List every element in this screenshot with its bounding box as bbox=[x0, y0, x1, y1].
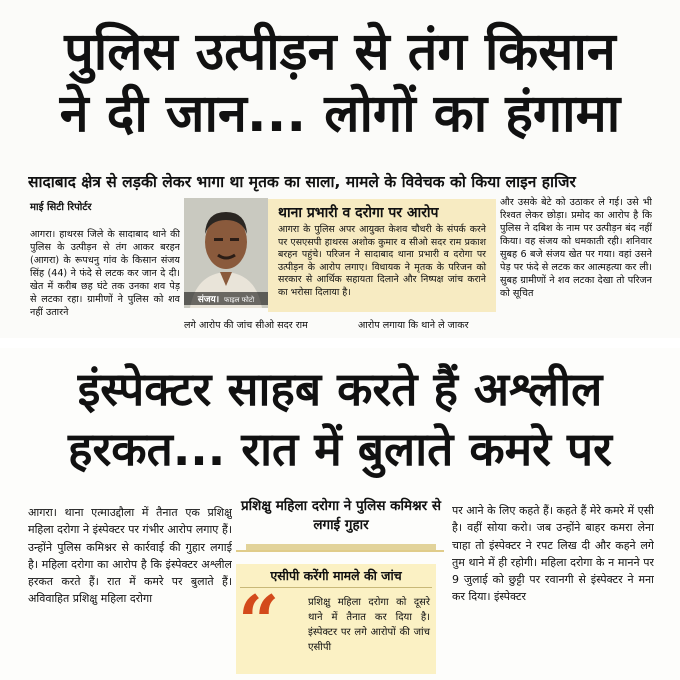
article-column-3 bbox=[452, 502, 654, 674]
article-column-1 bbox=[30, 228, 180, 332]
headline-line-2: हरकत... रात में बुलाते कमरे पर bbox=[68, 422, 612, 476]
highlight-box-text: आगरा के पुलिस अपर आयुक्त केशव चौधरी के संपर्क करने पर एसएसपी हाथरस अशोक कुमार व सीओ सदर राम प्रकाश बरहन पहुंचे। परिजन ने सादाबाद थाना प्रभारी व दरोगा पर उत्पीड़न के आरोप लगाए। विधायक ने मृतक के परिजन को सरकार से आर्थिक सहायता दिलाने और निष्पक्ष जांच कराने का भरोसा दिलाया है। bbox=[278, 224, 486, 298]
box-headline: प्रशिक्षु महिला दरोगा ने पुलिस कमिश्नर से लगाई गुहार bbox=[241, 498, 441, 533]
headline-line-2: ने दी जान... लोगों का हंगामा bbox=[59, 84, 621, 144]
caption-name: संजय। bbox=[197, 295, 220, 305]
article-column-1 bbox=[28, 504, 232, 674]
article-row-left: लगे आरोप की जांच सीओ सदर राम bbox=[184, 320, 308, 331]
quote-box bbox=[236, 564, 436, 674]
article-row-right: आरोप लगाया कि थाने ले जाकर bbox=[358, 320, 469, 331]
caption-label: फाइल फोटो bbox=[224, 296, 255, 304]
article-text: पर आने के लिए कहते हैं। कहते हैं मेरे कमरे में एसी है। वहीं सोया करो। जब उन्होंने बाहर कमरा लेना चाहा तो इंस्पेक्टर ने रपट लिख दी और कहने लगे तुम थाने में ही रहोगी। महिला दरोगा के न मानने पर 9 जुलाई को छुट्टी पर रवानगी से इंस्पेक्टर ने मना कर दिया। इंस्पेक्टर bbox=[452, 504, 654, 604]
quote-mark-icon: “ bbox=[238, 579, 280, 664]
news-clipping-inspector-allegation bbox=[0, 348, 680, 680]
highlight-box-title: थाना प्रभारी व दरोगा पर आरोप bbox=[278, 205, 439, 221]
subheadline: सादाबाद क्षेत्र से लड़की लेकर भागा था मृतक का साला, मामले के विवेचक को किया लाइन हाजिर bbox=[28, 173, 576, 191]
article-column-3 bbox=[500, 196, 652, 332]
box-rule-thin bbox=[236, 550, 444, 552]
quote-box-title: एसीपी करेंगी मामले की जांच bbox=[270, 568, 402, 583]
photo-caption bbox=[184, 292, 268, 305]
byline: माई सिटी रिपोर्टर bbox=[30, 202, 92, 213]
news-clipping-farmer-suicide bbox=[0, 0, 680, 338]
article-text: आगरा। हाथरस जिले के सादाबाद थाने की पुलिस के उत्पीड़न से तंग आकर बरहन (आगरा) के रूपधनु गांव के किसान संजय सिंह (44) ने फंदे से लटक कर जान दे दी। खेत में करीब छह घंटे तक उनका शव पेड़ से लटका रहा। ग्रामीणों ने पुलिस को शव नहीं उतारने bbox=[30, 229, 180, 318]
highlight-box bbox=[268, 199, 496, 312]
clipping-divider bbox=[0, 338, 680, 348]
headline-line-1: इंस्पेक्टर साहब करते हैं अश्लील bbox=[77, 362, 603, 416]
quote-text: प्रशिक्षु महिला दरोगा को दूसरे थाने में तैनात कर दिया है। इंस्पेक्टर पर लगे आरोपों की जांच एसीपी bbox=[308, 597, 430, 653]
headline-line-1: पुलिस उत्पीड़न से तंग किसान bbox=[64, 22, 616, 82]
article-text: और उसके बेटे को उठाकर ले गई। उसे भी रिश्वत लेकर छोड़ा। प्रमोद का आरोप है कि पुलिस ने दबिश के नाम पर उत्पीड़न बंद नहीं किया। वह संजय को धमकाती रही। शनिवार सुबह 6 बजे संजय खेत पर गया। वहां उसने पेड़ पर फंदे से लटक कर आत्महत्या कर ली। सुबह ग्रामीणों ने शव लटका देखा तो परिजन को सूचित bbox=[500, 197, 652, 299]
article-text: आगरा। थाना एत्माउद्दौला में तैनात एक प्रशिक्षु महिला दरोगा ने इंस्पेक्टर पर गंभीर आरोप लगाए हैं। उन्होंने पुलिस कमिश्नर से कार्रवाई की गुहार लगाई है। महिला दरोगा का आरोप है कि इंस्पेक्टर अश्लील हरकत करते हैं। रात में कमरे पर बुलाते हैं। अविवाहित प्रशिक्षु महिला दरोगा bbox=[28, 506, 232, 606]
